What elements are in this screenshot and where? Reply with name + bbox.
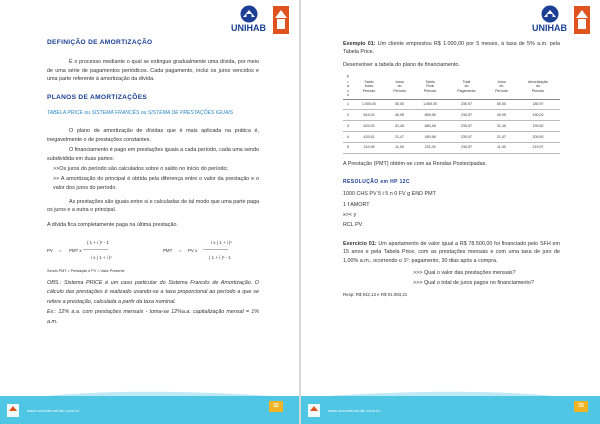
right-content bbox=[343, 38, 560, 299]
table-header: Juros do Período bbox=[495, 79, 508, 93]
formula-fraction-line: -------------------------- bbox=[203, 247, 229, 253]
section-title: DEFINIÇÃO DE AMORTIZAÇÃO bbox=[47, 39, 153, 46]
table-cell: 230,97 bbox=[460, 145, 472, 150]
table-cell: 230,97 bbox=[460, 134, 472, 139]
table-cell: 3 bbox=[347, 123, 349, 128]
exercise-body: Um apartamento de valor igual a R$ 78.500,00 foi financiado pelo SFH em 15 anos e pela Tabela Price, com as prestações mensais e com uma taxa de juro de 1,00% a.m., ocorrendo o 1º. pagamento, 30 dias após a compra. bbox=[343, 240, 560, 264]
bullet: >>Os juros do período são calculados sobre o saldo no início do período; bbox=[53, 165, 229, 172]
formula-pmt bbox=[163, 238, 259, 266]
question: >>> Qual o valor das prestações mensais? bbox=[413, 269, 516, 276]
formula-denominator: i x ( 1 + i )ⁿ bbox=[91, 255, 112, 261]
left-page bbox=[0, 0, 299, 424]
table-cell: 230,97 bbox=[460, 101, 472, 106]
footer-logo-icon bbox=[307, 402, 321, 418]
question: >>> Qual o total de juros pagos no financiamento? bbox=[413, 280, 534, 287]
table-cell: 219,95 bbox=[363, 145, 375, 150]
table-row bbox=[343, 143, 560, 154]
table-cell: 819,03 bbox=[363, 112, 375, 117]
table-cell: 2 bbox=[347, 112, 349, 117]
table-cell: 5 bbox=[347, 145, 349, 150]
exercise-text bbox=[343, 240, 560, 265]
table-header: Amortização do Período bbox=[528, 79, 548, 93]
exercise-label: Exercício 01: bbox=[343, 240, 377, 247]
note-text: A Prestação (PMT) obtém-se com as Rendas Postecipadas. bbox=[343, 161, 487, 168]
table-cell: 209,50 bbox=[532, 134, 544, 139]
page-footer bbox=[0, 386, 299, 424]
formula-symbol: = bbox=[59, 248, 62, 254]
formula-block bbox=[47, 238, 259, 266]
formula-symbol: PV bbox=[47, 248, 53, 254]
table-cell: 40,95 bbox=[496, 112, 506, 117]
unihab-logo bbox=[530, 4, 592, 38]
table-cell: 31,45 bbox=[496, 123, 506, 128]
hp-keystrokes: 1 f AMORT bbox=[343, 201, 370, 208]
table-header: Total do Pagamento bbox=[457, 79, 476, 93]
footer-logo-icon bbox=[6, 402, 20, 418]
table-row bbox=[343, 110, 560, 121]
table-cell: 11,00 bbox=[497, 145, 506, 150]
table-cell: 180,97 bbox=[532, 101, 544, 106]
table-cell: 230,97 bbox=[460, 123, 472, 128]
left-content bbox=[47, 38, 259, 327]
example-text: Desenvolver a tabela do plano de financiamento. bbox=[343, 61, 460, 68]
formula-symbol: PMT bbox=[163, 248, 173, 254]
table-cell: 11,00 bbox=[395, 145, 404, 150]
observation: OBS.: Sistema PRICE é um caso particular do Sistema Francês de Amortização. O cálculo das prestações é realizado usando-se a taxa proporcional ao período a que se refere a prestação, calculada a partir da taxa nominal. bbox=[47, 279, 259, 305]
footer-url[interactable]: www.seusiteunihab.com.br bbox=[27, 408, 80, 413]
table-header: Juros do Período bbox=[393, 79, 406, 93]
table-cell: 199,52 bbox=[532, 123, 544, 128]
unihab-logo bbox=[229, 4, 291, 38]
table-header: Saldo Final Período bbox=[423, 79, 437, 93]
example-label: Exemplo 01: bbox=[343, 41, 376, 47]
table-cell: 40,95 bbox=[395, 112, 405, 117]
page-number: 32 bbox=[269, 401, 283, 412]
table-cell: 231,00 bbox=[424, 145, 436, 150]
svg-text:UNIHAB: UNIHAB bbox=[231, 23, 266, 33]
hp-keystrokes: RCL PV bbox=[343, 222, 363, 229]
table-cell: 21,47 bbox=[496, 134, 506, 139]
example-text: Exemplo 01: Um cliente emprestou R$ 1.000,00 por 5 meses, à taxa de 5% a.m. pela Tabela Price. bbox=[343, 41, 560, 56]
table-cell: 1.050,00 bbox=[423, 101, 438, 106]
paragraph: A dívida fica completamente paga na última prestação. bbox=[47, 221, 178, 228]
formula-symbol: = bbox=[179, 248, 182, 254]
table-cell: 859,98 bbox=[424, 112, 436, 117]
table-cell: 50,00 bbox=[395, 101, 405, 106]
formula-legend: Sendo PMT = Prestação e PV = Valor Presente bbox=[47, 269, 125, 274]
table-row bbox=[343, 132, 560, 143]
page-number: 33 bbox=[574, 401, 588, 412]
footer-url[interactable]: www.seusiteunihab.com.br bbox=[328, 408, 381, 413]
answer: Resp: R$ 942,13 e R$ 91.083,21 bbox=[343, 291, 408, 297]
table-row bbox=[343, 99, 560, 110]
page-header bbox=[0, 0, 299, 40]
paragraph: É o processo mediante o qual se extingue gradualmente uma dívida, por meio de uma série de pagamentos periódicos. Cada pagamento, inclui os juros vencidos e uma parte referente à amortização da dívida. bbox=[47, 59, 259, 82]
table-cell: 190,02 bbox=[532, 112, 544, 117]
formula-numerator: i x ( 1 + i )ⁿ bbox=[211, 240, 232, 246]
table-row bbox=[343, 121, 560, 132]
example-note: Ex.: 12% a.a. com prestações mensais - toma-se 12%a.a. capitalização mensal = 1% a.m. bbox=[47, 309, 259, 325]
table-cell: 230,97 bbox=[460, 112, 472, 117]
formula-numerator: ( 1 + i )ⁿ - 1 bbox=[87, 240, 109, 246]
right-page bbox=[301, 0, 600, 424]
svg-text:UNIHAB: UNIHAB bbox=[532, 23, 567, 33]
paragraph: O plano de amortização de dívidas que é mais aplicada na prática é, inegavelmente o de prestações constantes. bbox=[47, 128, 259, 143]
table-header: P r a z o bbox=[346, 75, 350, 98]
table-cell: 31,45 bbox=[395, 123, 405, 128]
formula-denominator: ( 1 + i )ⁿ - 1 bbox=[209, 255, 231, 261]
table-cell: 1 bbox=[347, 101, 349, 106]
hp-keystrokes: x>< y bbox=[343, 212, 357, 219]
table-cell: 629,03 bbox=[363, 123, 375, 128]
table-cell: 1.000,00 bbox=[361, 101, 376, 106]
table-cell: 21,47 bbox=[395, 134, 405, 139]
formula-fraction-line: -------------------------- bbox=[83, 247, 109, 253]
table-cell: 450,98 bbox=[424, 134, 436, 139]
table-header-row bbox=[343, 74, 560, 99]
formula-pv bbox=[47, 238, 143, 266]
formula-symbol: PV x bbox=[188, 248, 198, 254]
table-cell: 219,97 bbox=[532, 145, 544, 150]
table-cell: 4 bbox=[347, 134, 349, 139]
formula-symbol: PMT x bbox=[69, 248, 82, 254]
page-header bbox=[301, 0, 600, 40]
hp-keystrokes: 1000 CHS PV 5 i 5 n 0 FV g END PMT bbox=[343, 191, 436, 198]
subtitle: TABELA PRICE ou SISTEMA FRANCÊS ou SISTEMA DE PRESTAÇÕES IGUAIS bbox=[47, 109, 234, 116]
table-cell: 660,48 bbox=[424, 123, 436, 128]
amortization-table bbox=[343, 74, 560, 154]
section-title: PLANOS DE AMORTIZAÇÕES bbox=[47, 94, 148, 102]
table-cell: 429,51 bbox=[363, 134, 375, 139]
paragraph: O financiamento é pago em prestações iguais a cada período, cada uma sendo subdividida em duas partes: bbox=[47, 147, 259, 162]
resolution-title: RESOLUÇÃO em HP 12C bbox=[343, 178, 410, 185]
bullet: >> A amortização do principal é obtida pela diferença entre o valor da prestação e o valor dos juros do período. bbox=[53, 176, 259, 191]
paragraph: As prestações são iguais entre si e calculadas de tal modo que uma parte paga os juros e a outra o principal. bbox=[47, 199, 259, 214]
table-header: Saldo Início Período bbox=[362, 79, 376, 93]
table-cell: 50,00 bbox=[496, 101, 506, 106]
page-footer bbox=[301, 386, 600, 424]
